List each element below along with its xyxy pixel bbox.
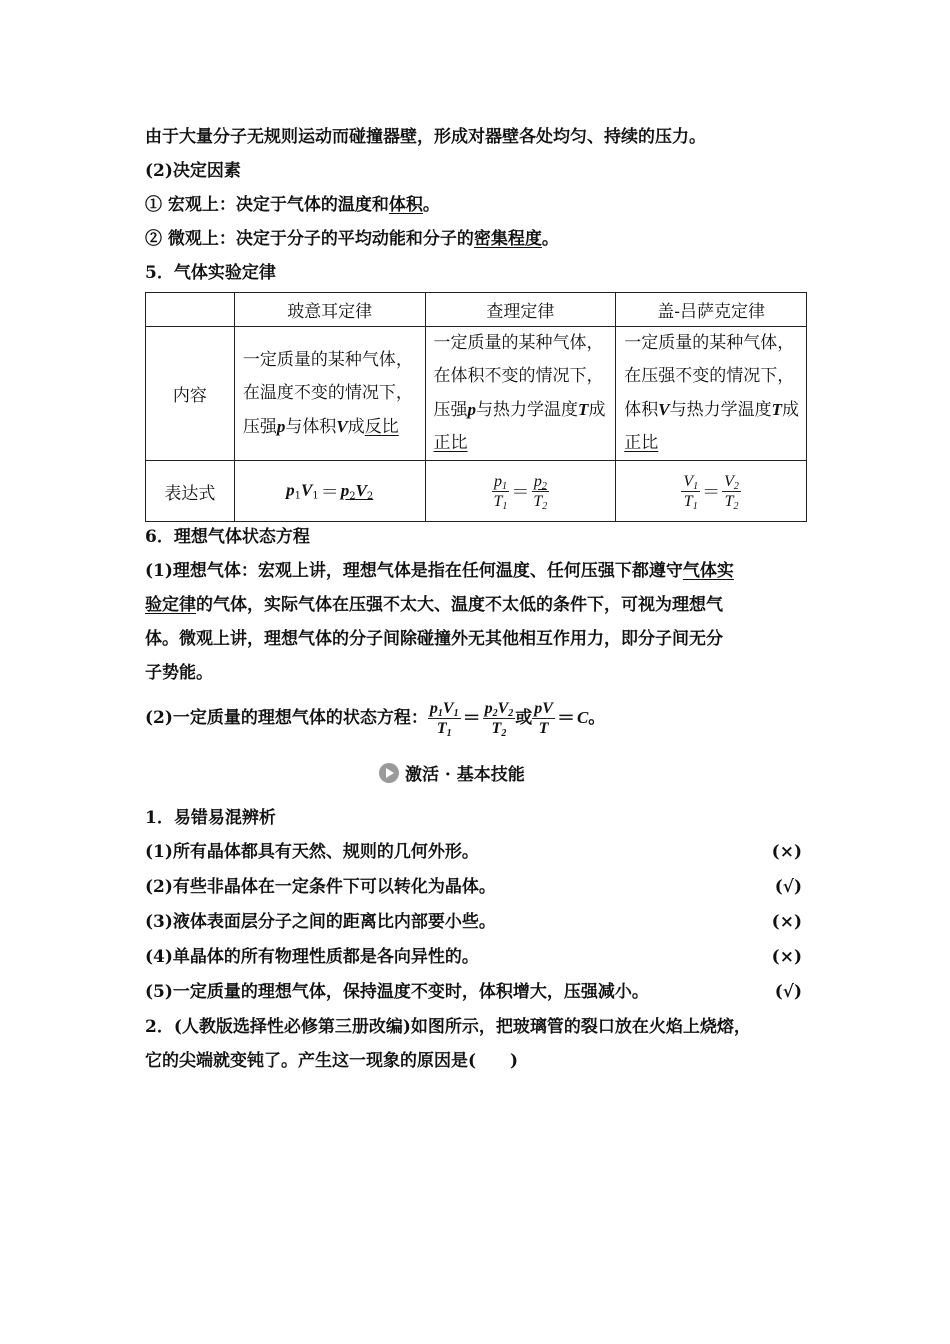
quiz-item: (1)所有晶体都具有天然、规则的几何外形。 (×): [145, 835, 810, 869]
fraction-pv-t: $\frac{pV}{T}$: [534, 700, 553, 737]
expr-gay-lussac: $\frac{V_1}{T_1}$ ＝ $\frac{V_2}{T_2}$: [616, 461, 807, 522]
cell-charles-content: 一定质量的某种气体，在体积不变的情况下，压强p与热力学温度T成正比: [425, 327, 616, 461]
cell-boyle-content: 一定质量的某种气体，在温度不变的情况下，压强p与体积V成反比: [234, 327, 425, 461]
table-header-boyle: 玻意耳定律: [234, 293, 425, 327]
cell-gay-content: 一定质量的某种气体，在压强不变的情况下，体积V与热力学温度T成正比: [616, 327, 807, 461]
quiz-item: (4)单晶体的所有物理性质都是各向异性的。 (×): [145, 940, 810, 974]
macro-line: ① 宏观上：决定于气体的温度和体积。: [145, 195, 440, 215]
quiz-item: (2)有些非晶体在一定条件下可以转化为晶体。 (√): [145, 870, 810, 904]
answer-mark: (√): [774, 877, 802, 897]
answer-mark: (×): [771, 947, 802, 967]
answer-mark: (×): [771, 912, 802, 932]
intro-line: 由于大量分子无规则运动而碰撞器壁，形成对器壁各处均匀、持续的压力。: [145, 127, 706, 147]
table-header-empty: [146, 293, 235, 327]
answer-mark: (×): [771, 842, 802, 862]
answer-mark: (√): [774, 982, 802, 1002]
section-5-title: 5．气体实验定律: [145, 263, 276, 283]
play-circle-icon: [379, 763, 399, 783]
fraction-p2v2-t2: $\frac{p_2V_2}{T_2}$: [484, 700, 514, 739]
row-label-expression: 表达式: [146, 461, 235, 522]
question-2-line-2: 它的尖端就变钝了。产生这一现象的原因是( ): [145, 1051, 519, 1071]
underlined-answer: 密集程度: [473, 229, 542, 249]
ideal-gas-line-4: 子势能。: [145, 663, 213, 683]
quiz-item: (5)一定质量的理想气体，保持温度不变时，体积增大，压强减小。 (√): [145, 975, 810, 1009]
table-header-gay-lussac: 盖-吕萨克定律: [616, 293, 807, 327]
state-equation-line: (2)一定质量的理想气体的状态方程： $\frac{p_1V_1}{T_1}$ ＝ $\frac{p_2V_2}{T_2}$ 或 $\frac{pV}{T}$ ＝ C。: [145, 700, 606, 739]
expr-charles: $\frac{p_1}{T_1}$ ＝ $\frac{p_2}{T_2}$: [425, 461, 616, 522]
ideal-gas-line-1: (1)理想气体：宏观上讲，理想气体是指在任何温度、任何压强下都遵守气体实: [145, 561, 734, 581]
row-label-content: 内容: [146, 327, 235, 461]
gas-laws-table: [145, 292, 807, 522]
expr-boyle: $p_1V_1 = p_2V_2$: [234, 461, 425, 522]
ideal-gas-line-3: 体。微观上讲，理想气体的分子间除碰撞外无其他相互作用力，即分子间无分: [145, 629, 723, 649]
section-6-title: 6．理想气体状态方程: [145, 527, 310, 547]
ideal-gas-line-2: 验定律的气体，实际气体在压强不太大、温度不太低的条件下，可视为理想气: [145, 595, 723, 615]
underlined-answer: 体积: [388, 195, 423, 215]
micro-line: ② 微观上：决定于分子的平均动能和分子的密集程度。: [145, 229, 559, 249]
table-header-charles: 查理定律: [425, 293, 616, 327]
section-header: 激活 · 基本技能: [379, 760, 525, 785]
fraction-p1v1-t1: $\frac{p_1V_1}{T_1}$: [429, 700, 459, 739]
subsection-title: (2)决定因素: [145, 161, 241, 181]
question-2-line-1: 2．(人教版选择性必修第三册改编)如图所示，把玻璃管的裂口放在火焰上烧熔，: [145, 1017, 751, 1037]
quiz-item: (3)液体表面层分子之间的距离比内部要小些。 (×): [145, 905, 810, 939]
quiz-title: 1．易错易混辨析: [145, 808, 276, 828]
